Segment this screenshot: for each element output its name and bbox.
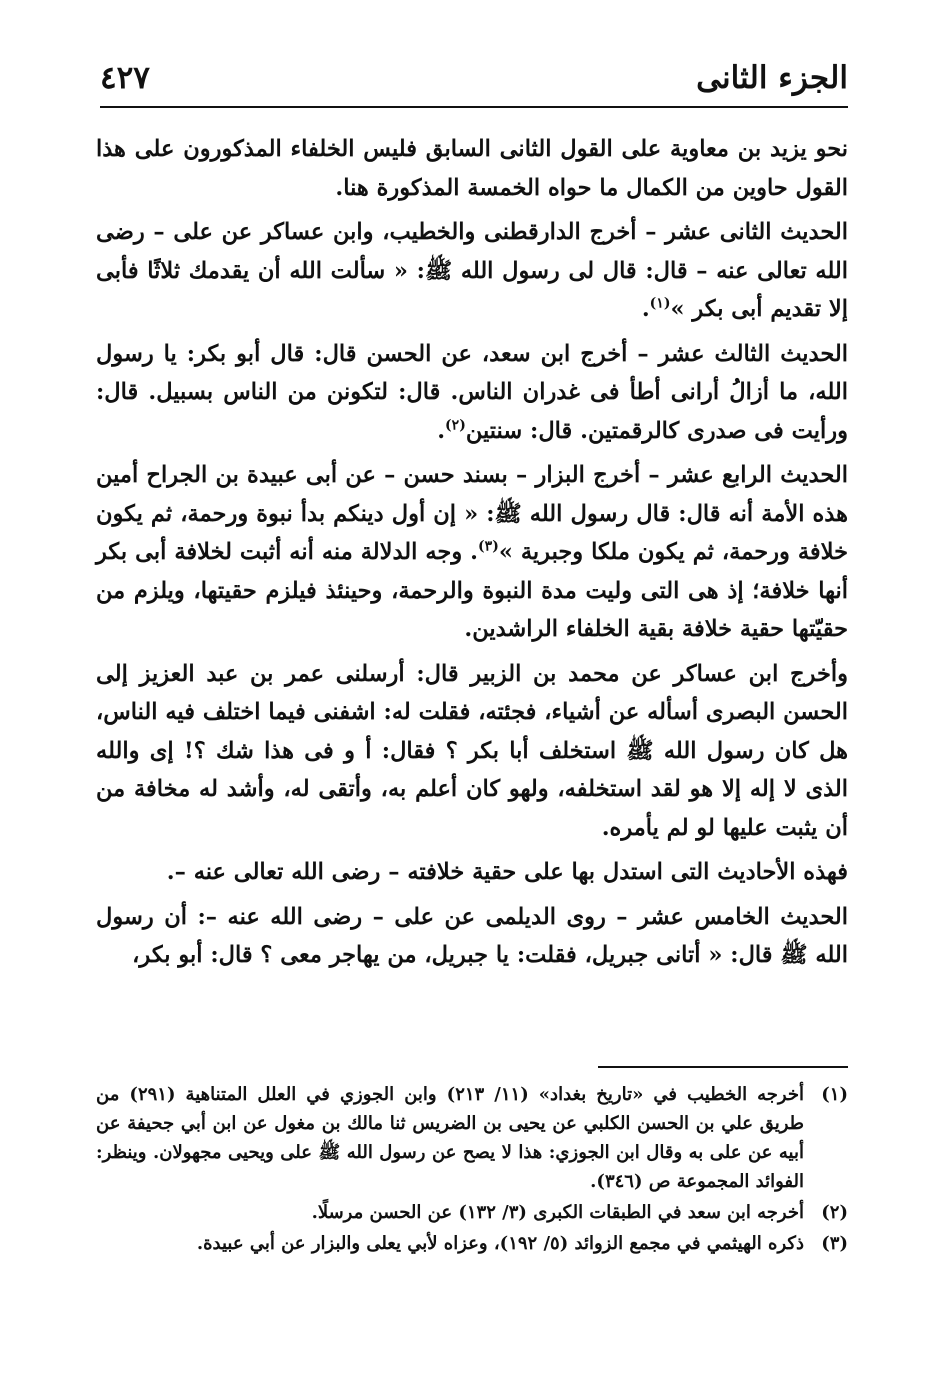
running-title: الجزء الثانى xyxy=(696,60,848,96)
footnote-1 xyxy=(96,1080,848,1196)
footnote-number: (١) xyxy=(821,1084,848,1105)
footnote-text: ذكره الهيثمي في مجمع الزوائد (٥/ ١٩٢)، وعزاه لأبي يعلى والبزار عن أبي عبيدة. xyxy=(196,1233,804,1254)
paragraph-summary: فهذه الأحاديث التى استدل بها على حقية خلافته – رضى الله تعالى عنه –. xyxy=(166,859,848,885)
footnote-2 xyxy=(96,1198,848,1227)
paragraph-hadith-12 xyxy=(96,213,848,329)
main-text xyxy=(96,130,848,981)
footnote-ref-2[interactable]: (٢) xyxy=(445,417,466,433)
paragraph-hadith-15: الحديث الخامس عشر – روى الديلمى عن على – رضى الله عنه –: أن رسول الله ﷺ قال: « أتانى جبريل، فقلت: يا جبريل، من يهاجر معى ؟ قال: أبو بكر، xyxy=(96,903,848,968)
footnote-number: (٣) xyxy=(821,1233,848,1254)
footnote-text: أخرجه الخطيب في «تاريخ بغداد» (١١/ ٢١٣) وابن الجوزي في العلل المتناهية (٢٩١) من طريق علي بن الحسن الكلبي عن يحيى بن الضريس ثنا مالك بن مغول عن ابن أبي جحيفة عن أبيه عن على به وقال ابن الجوزي: هذا لا يصح عن رسول الله ﷺ على ويحيى مجهولان. وينظر: الفوائد المجموعة ص (٣٤٦). xyxy=(96,1084,804,1192)
paragraph-ibn-asakir: وأخرج ابن عساكر عن محمد بن الزبير قال: أرسلنى عمر بن عبد العزيز إلى الحسن البصرى أسأله عن أشياء، فجئته، فقلت له: اشفنى فيما اختلف فيه الناس، هل كان رسول الله ﷺ استخلف أبا بكر ؟ فقال: أ و فى هذا شك ؟! إى والله الذى لا إله إلا هو لقد استخلفه، ولهو كان أعلم به، وأتقى له، وأشد له مخافة من أن يثبت عليها لو لم يأمره. xyxy=(96,660,848,841)
footnote-ref-1[interactable]: (١) xyxy=(649,295,671,312)
footnotes xyxy=(96,1080,848,1260)
paragraph-end: . xyxy=(437,417,446,444)
paragraph-continuation: . وجه الدلالة منه أنه أثبت لخلافة أبى بكر أنها خلافة؛ إذ هى التى وليت مدة النبوة والرحمة، وحينئذ فيلزم حقيتها، ويلزم من حقيّتها حقية خلافة بقية الخلفاء الراشدين. xyxy=(96,539,848,642)
paragraph-end: . xyxy=(641,296,650,322)
paragraph-hadith-13 xyxy=(96,335,848,451)
footnote-text: أخرجه ابن سعد في الطبقات الكبرى (٣/ ١٣٢) عن الحسن مرسلًا. xyxy=(311,1202,804,1223)
running-header xyxy=(100,58,848,108)
paragraph-text: الحديث الثانى عشر – أخرج الدارقطنى والخطيب، وابن عساكر عن على – رضى الله تعالى عنه – قال: قال لى رسول الله ﷺ: « سألت الله أن يقدمك ثلاثًا فأبى إلا تقديم أبى بكر » xyxy=(96,219,848,322)
page-number: ٤٢٧ xyxy=(100,60,150,96)
footnote-number: (٢) xyxy=(821,1202,848,1223)
paragraph-text: الحديث الثالث عشر – أخرج ابن سعد، عن الحسن قال: قال أبو بكر: يا رسول الله، ما أزالُ أرانى أطأ فى غدران الناس. قال: لتكونن من الناس بسبيل. قال: ورأيت فى صدرى كالرقمتين. قال: سنتين xyxy=(96,340,848,444)
footnote-ref-3[interactable]: (٣) xyxy=(478,538,499,555)
paragraph-1: نحو يزيد بن معاوية على القول الثانى السابق فليس الخلفاء المذكورون على هذا القول حاوين من الكمال ما حواه الخمسة المذكورة هنا. xyxy=(96,136,848,201)
paragraph-hadith-14 xyxy=(96,456,848,649)
footnote-separator xyxy=(598,1066,848,1068)
footnote-3 xyxy=(96,1229,848,1258)
paragraph-text: الحديث الرابع عشر – أخرج البزار – بسند حسن – عن أبى عبيدة بن الجراح أمين هذه الأمة أنه قال: قال رسول الله ﷺ: « إن أول دينكم بدأ نبوة ورحمة، ثم يكون خلافة ورحمة، ثم يكون ملكا وجبرية » xyxy=(96,462,849,565)
